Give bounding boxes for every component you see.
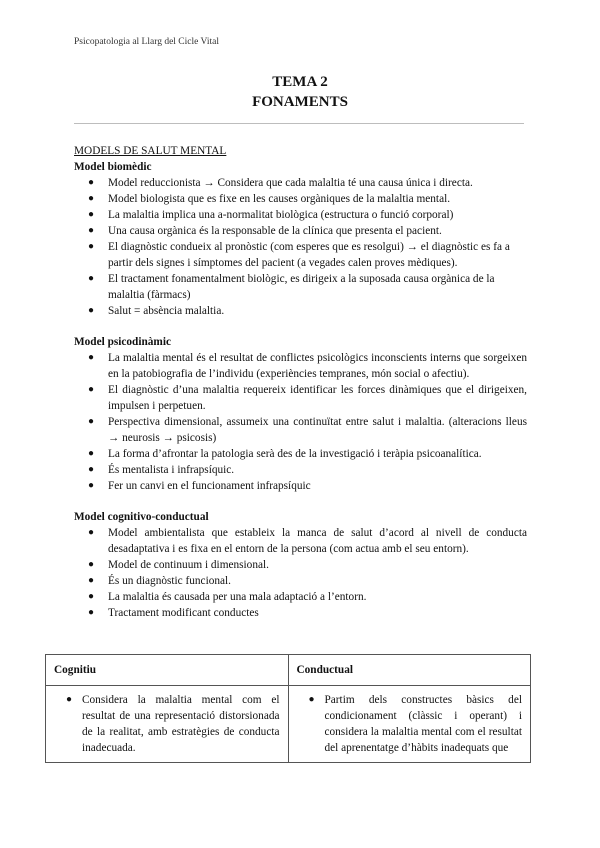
bullet-icon: ● (88, 241, 95, 252)
section-title: MODELS DE SALUT MENTAL (74, 145, 227, 157)
list-item-text: La malaltia és causada per una mala adaptació a l’entorn. (108, 591, 367, 603)
list-item (88, 605, 527, 621)
bullet-icon: ● (88, 416, 95, 427)
list-item-text: Model ambientalista que estableix la manca de salut d’acord al nivell de conducta desadaptativa i es fixa en el entorn de la persona (com actua amb el seu entorn). (108, 527, 527, 555)
cognitiu-list (54, 692, 280, 756)
list-item (88, 191, 527, 207)
list-item (88, 271, 527, 303)
table-header-cognitiu: Cognitiu (46, 655, 289, 686)
bullet-icon: ● (88, 225, 95, 236)
model-heading-psicodinamic: Model psicodinàmic (74, 336, 171, 348)
list-item (88, 446, 527, 462)
bullet-icon: ● (88, 193, 95, 204)
list-item-text: Model reduccionista → Considera que cada malaltia té una causa única i directa. (108, 177, 473, 189)
document-body (74, 143, 527, 621)
list-item (88, 462, 527, 478)
list-item-text: Salut = absència malaltia. (108, 305, 225, 317)
bullet-icon: ● (88, 209, 95, 220)
title-divider (74, 123, 524, 124)
list-item-text: És mentalista i infrapsíquic. (108, 464, 235, 476)
list-item-text: Tractament modificant conductes (108, 607, 259, 619)
bullet-icon: ● (88, 384, 95, 395)
list-item (88, 573, 527, 589)
table-header-conductual: Conductual (288, 655, 531, 686)
list-item (88, 175, 527, 191)
list-item (88, 223, 527, 239)
table-header-row (46, 655, 531, 686)
biomedic-list (74, 175, 527, 319)
list-item-text: El tractament fonamentalment biològic, es dirigeix a la suposada causa orgànica de la malaltia (fàrmacs) (108, 273, 495, 301)
list-item-text: Una causa orgànica és la responsable de la clínica que presenta el pacient. (108, 225, 442, 237)
list-item (88, 303, 527, 319)
comparison-table (45, 654, 531, 763)
psicodinamic-list (74, 350, 527, 494)
bullet-icon: ● (88, 527, 95, 538)
list-item-text: Perspectiva dimensional, assumeix una continuïtat entre salut i malaltia. (alteracions lleus → neurosis → psicosis) (108, 416, 527, 444)
bullet-icon: ● (88, 177, 95, 188)
table-cell-conductual (288, 686, 531, 763)
list-item (88, 207, 527, 223)
list-item-text: La forma d’afrontar la patologia serà des de la investigació i teràpia psicoanalítica. (108, 448, 482, 460)
list-item-text: Model biologista que es fixe en les causes orgàniques de la malaltia mental. (108, 193, 451, 205)
list-item-text: Model de continuum i dimensional. (108, 559, 269, 571)
list-item-text: Considera la malaltia mental com el resultat de una representació distorsionada de la realitat, amb estratègies de conducta inadecuada. (82, 694, 280, 754)
model-heading-cognitivo-conductual: Model cognitivo-conductual (74, 511, 209, 523)
list-item (88, 557, 527, 573)
bullet-icon: ● (88, 607, 95, 618)
table-cell-cognitiu (46, 686, 289, 763)
list-item-text: La malaltia implica una a-normalitat biològica (estructura o funció corporal) (108, 209, 454, 221)
list-item (88, 478, 527, 494)
list-item-text: És un diagnòstic funcional. (108, 575, 231, 587)
bullet-icon: ● (88, 591, 95, 602)
list-item (88, 589, 527, 605)
bullet-icon: ● (88, 305, 95, 316)
page-header: Psicopatologia al Llarg del Cicle Vital (74, 37, 219, 47)
table-row (46, 686, 531, 763)
list-item-text: Fer un canvi en el funcionament infrapsíquic (108, 480, 311, 492)
list-item-text: Partim dels constructes bàsics del condicionament (clàssic i operant) i considera la malaltia mental com el resultat del aprenentatge d’hàbits inadequats que (324, 694, 522, 754)
chapter-title: FONAMENTS (252, 94, 348, 110)
conductual-list (297, 692, 523, 756)
cognitivo-conductual-list (74, 525, 527, 621)
model-heading-biomedic: Model biomèdic (74, 161, 152, 173)
bullet-icon: ● (88, 448, 95, 459)
list-item-text: El diagnòstic condueix al pronòstic (com esperes que es resolgui) → el diagnòstic es fa a partir dels signes i símptomes del pacient (a vegades calen proves mèdiques). (108, 241, 510, 269)
bullet-icon: ● (88, 273, 95, 284)
bullet-icon: ● (88, 352, 95, 363)
list-item-text: El diagnòstic d’una malaltia requereix identificar les forces dinàmiques que el dirigeixen, impulsen i perpetuen. (108, 384, 527, 412)
bullet-icon: ● (308, 694, 315, 705)
list-item (308, 692, 523, 756)
list-item (66, 692, 280, 756)
list-item (88, 350, 527, 382)
bullet-icon: ● (88, 464, 95, 475)
bullet-icon: ● (88, 480, 95, 491)
list-item-text: La malaltia mental és el resultat de conflictes psicològics inconscients interns que sorgeixen en la patobiografia de l’individu (experiències tempranes, món social o afectiu). (108, 352, 527, 380)
list-item (88, 382, 527, 414)
list-item (88, 239, 527, 271)
bullet-icon: ● (88, 559, 95, 570)
list-item (88, 525, 527, 557)
list-item (88, 414, 527, 446)
chapter-number: TEMA 2 (272, 74, 328, 90)
bullet-icon: ● (88, 575, 95, 586)
bullet-icon: ● (66, 694, 73, 705)
